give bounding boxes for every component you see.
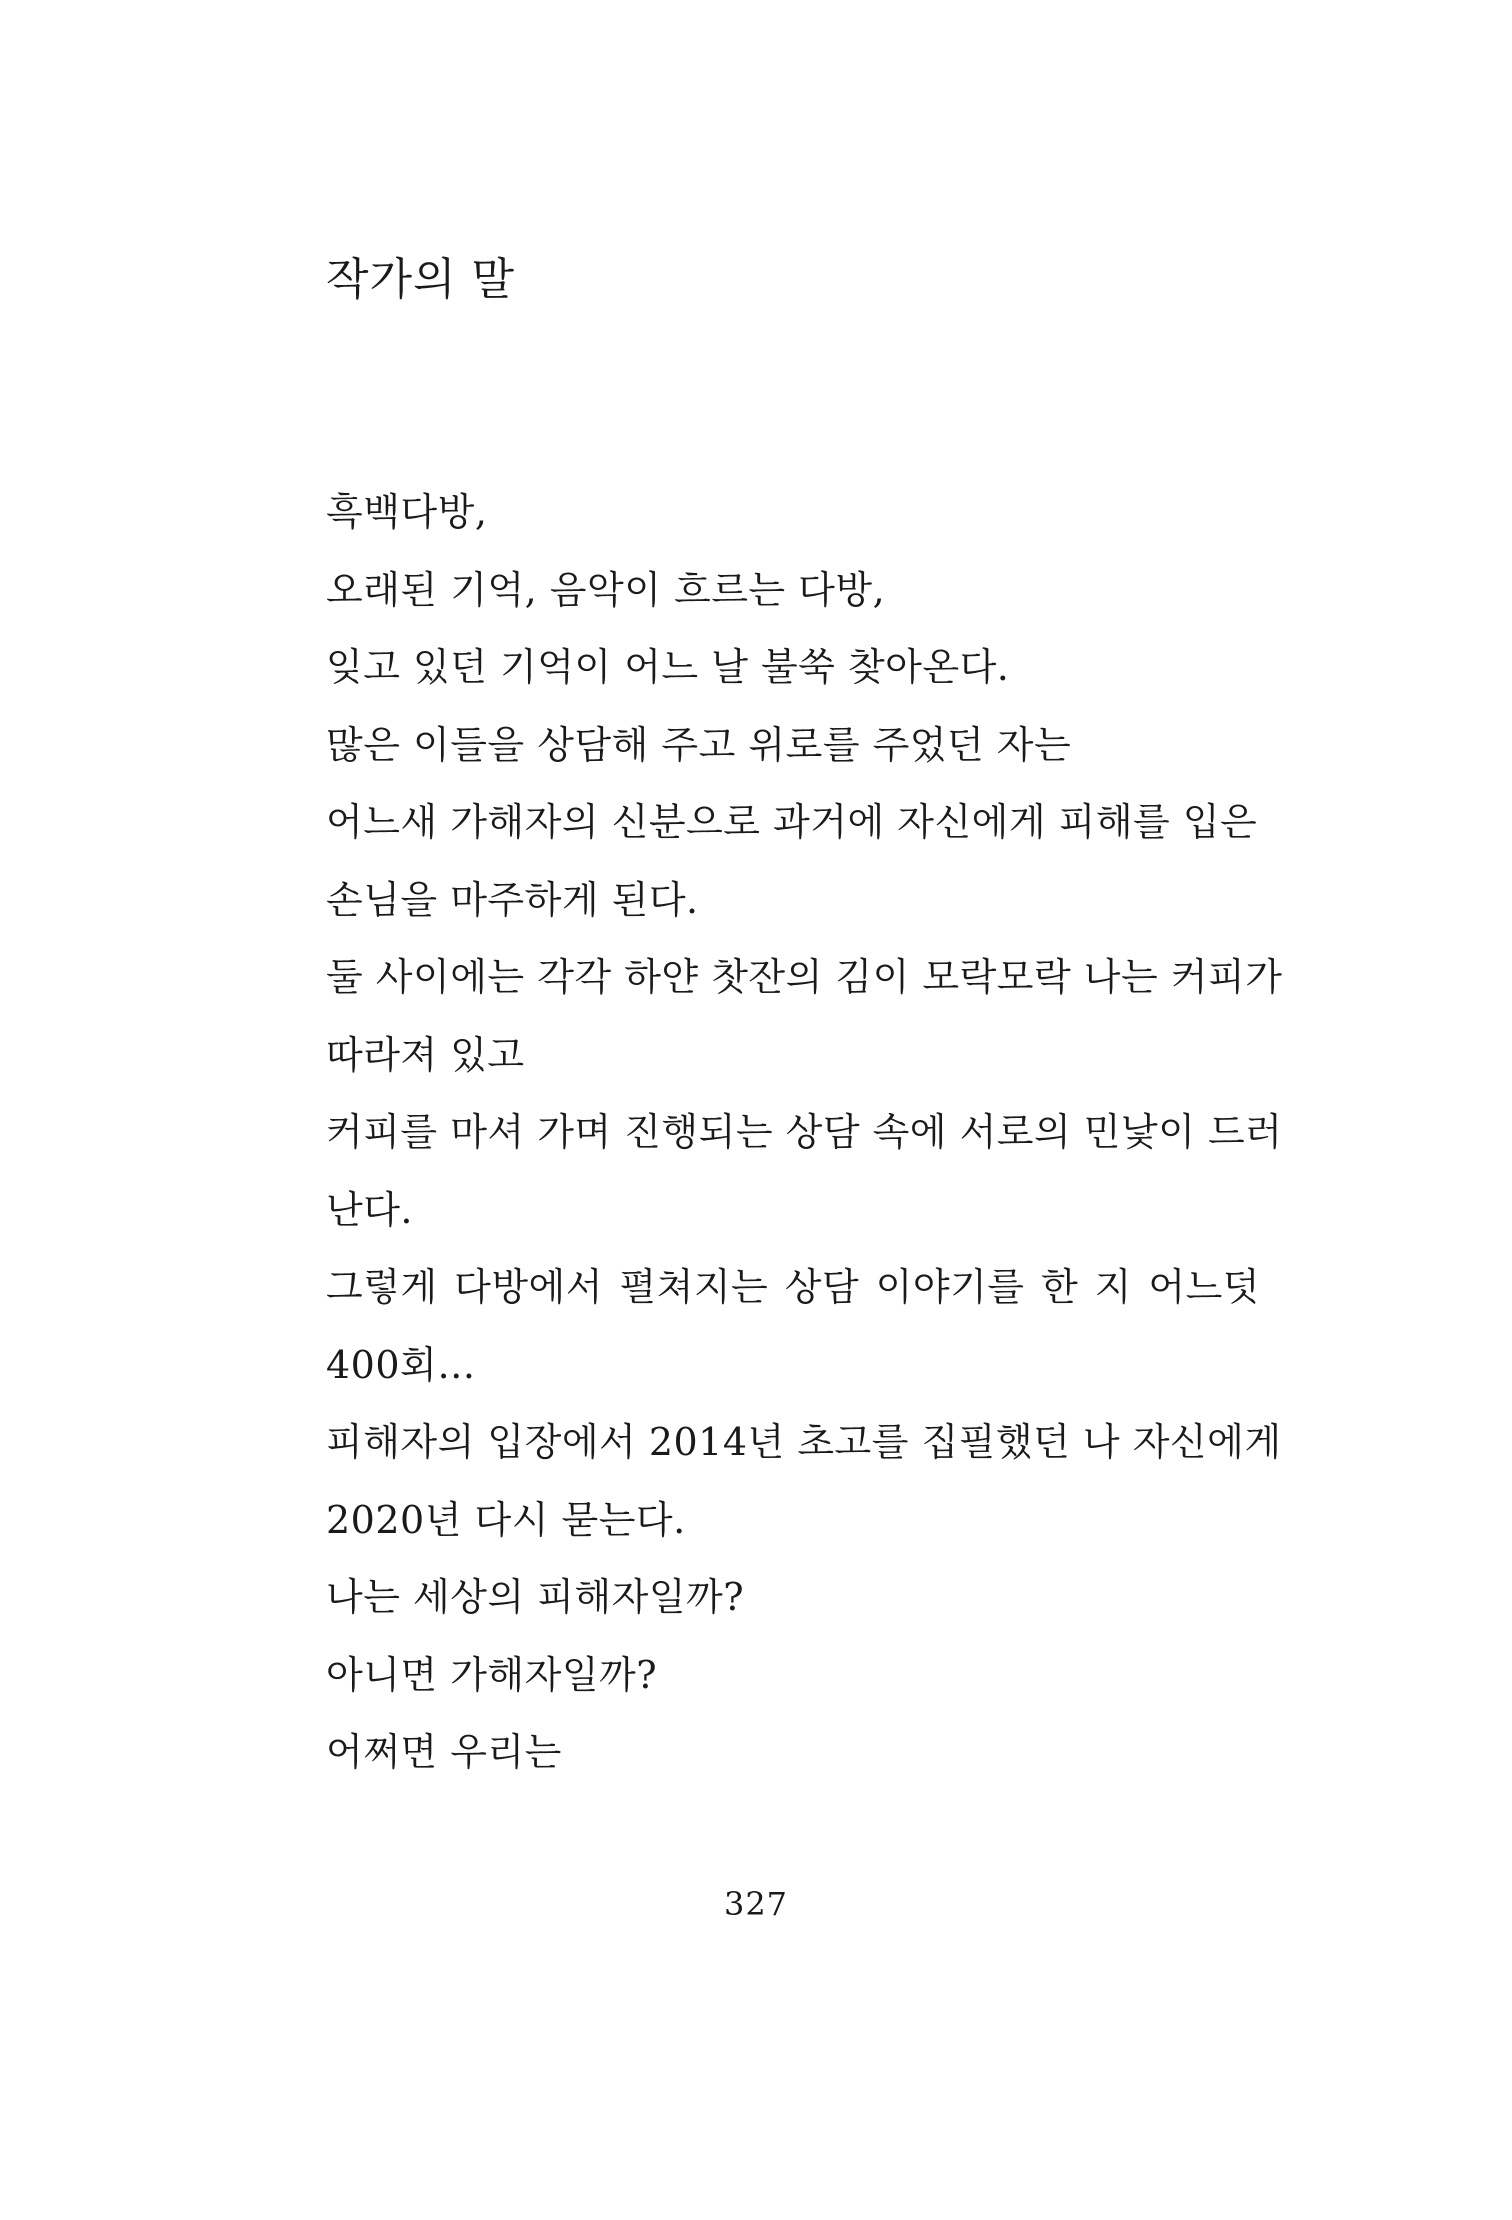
text-line: 그렇게 다방에서 펼쳐지는 상담 이야기를 한 지 어느덧 <box>326 1265 1260 1309</box>
text-line: 오래된 기억, 음악이 흐르는 다방, <box>326 567 886 612</box>
text-line: 따라져 있고 <box>326 1032 525 1077</box>
text-line: 난다. <box>326 1187 413 1232</box>
text-line: 피해자의 입장에서 2014년 초고를 집필했던 나 자신에게 <box>326 1420 1282 1464</box>
page-number: 327 <box>723 1885 789 1923</box>
text-line: 나는 세상의 피해자일까? <box>326 1575 745 1619</box>
text-line: 어쩌면 우리는 <box>326 1730 562 1774</box>
text-line: 둘 사이에는 각각 하얀 찻잔의 김이 모락모락 나는 커피가 <box>326 955 1283 999</box>
text-line: 어느새 가해자의 신분으로 과거에 자신에게 피해를 입은 <box>326 800 1258 844</box>
text-line: 2020년 다시 묻는다. <box>326 1497 686 1542</box>
text-line: 커피를 마셔 가며 진행되는 상담 속에 서로의 민낯이 드러 <box>326 1110 1283 1154</box>
page-title: 작가의 말 <box>326 254 516 305</box>
text-line: 손님을 마주하게 된다. <box>326 877 699 922</box>
text-line: 400회… <box>326 1342 476 1387</box>
text-line: 흑백다방, <box>326 490 488 534</box>
text-line: 아니면 가해자일까? <box>326 1652 658 1697</box>
text-line: 잊고 있던 기억이 어느 날 불쑥 찾아온다. <box>326 645 1010 689</box>
text-line: 많은 이들을 상담해 주고 위로를 주었던 자는 <box>326 722 1072 767</box>
author-note-text <box>326 474 1283 1792</box>
